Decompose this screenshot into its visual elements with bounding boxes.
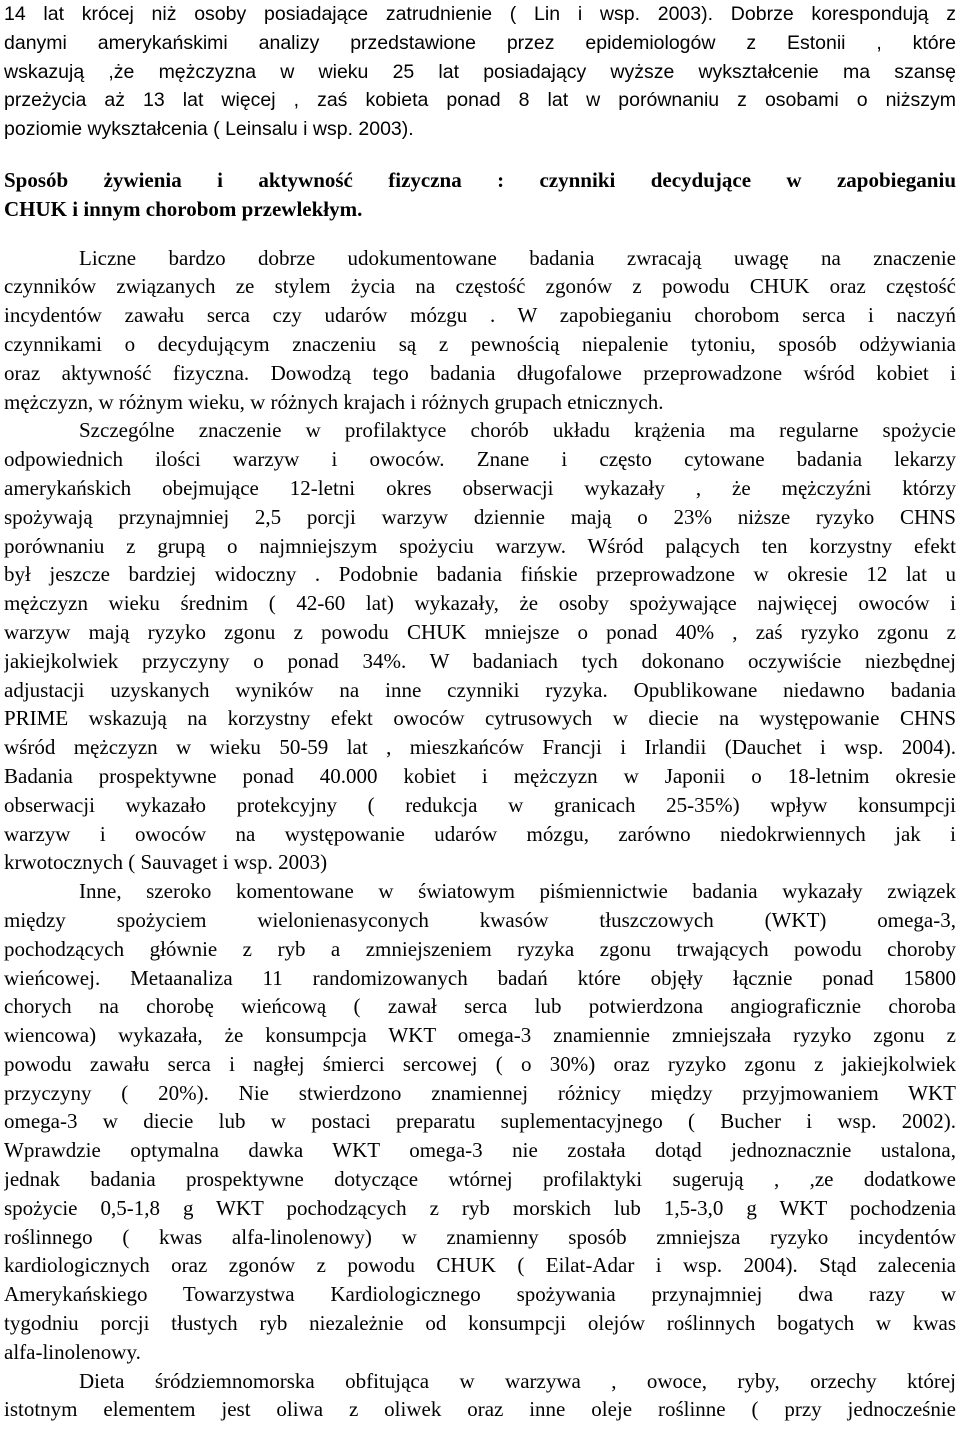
p3-line: roślinnego ( kwas alfa-linolenowy) w znamienny sposób zmniejsza ryzyko incydentów [4, 1224, 956, 1249]
p2-line: Badania prospektywne ponad 40.000 kobiet i mężczyzn w Japonii o 18-letnim okresie [4, 763, 956, 788]
p2-line: mężczyzn wieku średnim ( 42-60 lat) wykazały, że osoby spożywające najwięcej owoców i [4, 591, 956, 616]
p2-line: obserwacji wykazało protekcyjny ( redukcja w granicach 25-35%) wpływ konsumpcji [4, 792, 956, 817]
p3-line: spożycie 0,5-1,8 g WKT pochodzących z ryb morskich lub 1,5-3,0 g WKT pochodzenia [4, 1195, 956, 1220]
p2-line: krwotocznych ( Sauvaget i wsp. 2003) [4, 850, 328, 875]
p3-line: między spożyciem wielonienasyconych kwasów tłuszczowych (WKT) omega-3, [4, 907, 956, 932]
intro-line-1 [4, 0, 956, 29]
intro-line-1-part-b: Dobrze korespondują z [730, 3, 956, 25]
spacer [4, 144, 956, 166]
p3-line: Amerykańskiego Towarzystwa Kardiologicznego spożywania przynajmniej dwa razy w [4, 1282, 956, 1307]
body-paragraph-1 [4, 244, 956, 417]
p3-line: wieńcowej. Metaanaliza 11 randomizowanych badań które objęły łącznie ponad 15800 [4, 965, 956, 990]
intro-line-1-part-a: 14 lat krócej niż osoby posiadające zatrudnienie ( Lin i wsp. 2003). [4, 3, 714, 25]
p3-line: powodu zawału serca i nagłej śmierci sercowej ( o 30%) oraz ryzyko zgonu z jakiejkolwiek [4, 1051, 956, 1076]
p3-line: pochodzących głównie z ryb a zmniejszeniem ryzyka zgonu trwających powodu choroby [4, 936, 956, 961]
p3-line: Wprawdzie optymalna dawka WKT omega-3 nie została dotąd jednoznacznie ustalona, [4, 1138, 956, 1163]
p1-line: oraz aktywność fizyczna. Dowodzą tego badania długofalowe przeprowadzone wśród kobiet i [4, 360, 956, 385]
p1-line: czynników związanych ze stylem życia na częstość zgonów z powodu CHUK oraz częstość [4, 274, 956, 299]
p2-line: warzyw mają ryzyko zgonu z powodu CHUK mniejsze o ponad 40% , zaś ryzyko zgonu z [4, 619, 956, 644]
p2-line: warzyw i owoców na występowanie udarów mózgu, zarówno niedokrwiennych jak i [4, 821, 956, 846]
p3-line: jednak badania prospektywne dotyczące wtórnej profilaktyki sugerują , ,ze dodatkowe [4, 1167, 956, 1192]
p2-line: Szczególne znaczenie w profilaktyce chorób układu krążenia ma regularne spożycie [79, 418, 956, 443]
spacer [4, 224, 956, 244]
p1-line: czynnikami o decydującym znaczeniu są z pewnością niepalenie tytoniu, sposób odżywiania [4, 331, 956, 356]
p3-line: kardiologicznych oraz zgonów z powodu CHUK ( Eilat-Adar i wsp. 2004). Stąd zalecenia [4, 1253, 956, 1278]
section-heading [4, 166, 956, 224]
intro-line-2: danymi amerykańskimi analizy przedstawione przez epidemiologów z Estonii , które [4, 31, 956, 54]
p2-line: odpowiednich ilości warzyw i owoców. Znane i często cytowane badania lekarzy [4, 447, 956, 472]
p1-line: mężczyzn, w różnym wieku, w różnych krajach i różnych grupach etnicznych. [4, 389, 664, 414]
p2-line: PRIME wskazują na korzystny efekt owoców cytrusowych w diecie na występowanie CHNS [4, 706, 956, 731]
p3-line: chorych na chorobę wieńcową ( zawał serca lub potwierdzona angiograficznie choroba [4, 994, 956, 1019]
p2-line: spożywają przynajmniej 2,5 porcji warzyw dziennie mają o 23% niższe ryzyko CHNS [4, 504, 956, 529]
p3-line: omega-3 w diecie lub w postaci preparatu suplementacyjnego ( Bucher i wsp. 2002). [4, 1109, 956, 1134]
intro-line-5: poziomie wykształcenia ( Leinsalu i wsp. 2003). [4, 118, 414, 141]
body-paragraph-4 [4, 1367, 956, 1425]
p4-line: istotnym elementem jest oliwa z oliwek oraz inne oleje roślinne ( przy jednocześnie [4, 1397, 956, 1422]
p4-line: Dieta śródziemnomorska obfitująca w warzywa , owoce, ryby, orzechy której [79, 1368, 956, 1393]
p3-line: Inne, szeroko komentowane w światowym piśmiennictwie badania wykazały związek [79, 879, 956, 904]
p2-line: wśród mężczyzn w wieku 50-59 lat , mieszkańców Francji i Irlandii (Dauchet i wsp. 2004). [4, 735, 956, 760]
intro-paragraph [4, 0, 956, 144]
p2-line: był jeszcze bardziej widoczny . Podobnie badania fińskie przeprowadzone w okresie 12 lat u [4, 562, 956, 587]
p1-line: Liczne bardzo dobrze udokumentowane badania zwracają uwagę na znaczenie [79, 245, 956, 270]
document-page [4, 0, 956, 1424]
p3-line: wiencowa) wykazała, że konsumpcja WKT omega-3 znamiennie zmniejszała ryzyko zgonu z [4, 1023, 956, 1048]
body-paragraph-2 [4, 416, 956, 877]
p1-line: incydentów zawału serca czy udarów mózgu . W zapobieganiu chorobom serca i naczyń [4, 303, 956, 328]
p2-line: porównaniu z grupą o najmniejszym spożyciu warzyw. Wśród palących ten korzystny efekt [4, 533, 956, 558]
heading-line-2: CHUK i innym chorobom przewlekłym. [4, 196, 363, 221]
p2-line: amerykańskich obejmujące 12-letni okres obserwacji wykazały , że mężczyźni którzy [4, 475, 956, 500]
heading-line-1: Sposób żywienia i aktywność fizyczna : czynniki decydujące w zapobieganiu [4, 167, 956, 192]
body-paragraph-3 [4, 877, 956, 1367]
p2-line: jakiejkolwiek przyczyny o ponad 34%. W badaniach tych dokonano oczywiście niezbędnej [4, 648, 956, 673]
p3-line: alfa-linolenowy. [4, 1339, 141, 1364]
p3-line: tygodniu porcji tłustych ryb niezależnie od konsumpcji olejów roślinnych bogatych w kwas [4, 1311, 956, 1336]
intro-line-3: wskazują ,że mężczyzna w wieku 25 lat posiadający wyższe wykształcenie ma szansę [4, 60, 956, 83]
p3-line: przyczyny ( 20%). Nie stwierdzono znamiennej różnicy między przyjmowaniem WKT [4, 1080, 956, 1105]
p2-line: adjustacji uzyskanych wyników na inne czynniki ryzyka. Opublikowane niedawno badania [4, 677, 956, 702]
intro-line-4: przeżycia aż 13 lat więcej , zaś kobieta ponad 8 lat w porównaniu z osobami o niższym [4, 89, 956, 112]
